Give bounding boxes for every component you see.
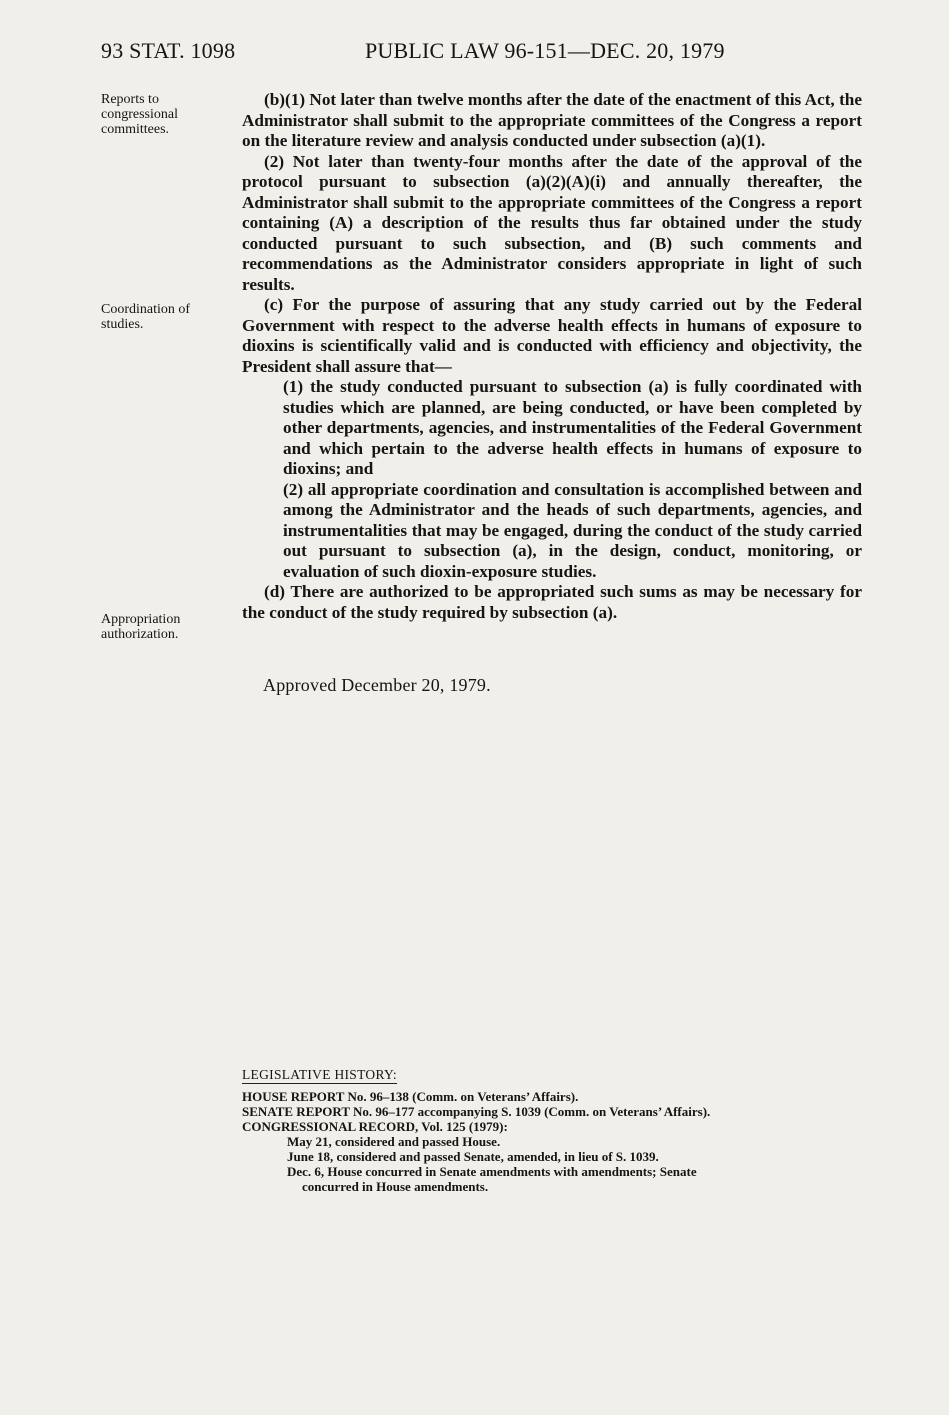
record-entry: Dec. 6, House concurred in Senate amendments with amendments; Senate [287, 1164, 697, 1179]
record-entry: May 21, considered and passed House. [287, 1134, 501, 1149]
statute-body [242, 90, 862, 623]
paragraph-d: (d) There are authorized to be appropriated such sums as may be necessary for the conduct of the study required by subsection (a). [242, 582, 862, 622]
legislative-history-title: LEGISLATIVE HISTORY: [242, 1067, 397, 1082]
record-entry: June 18, considered and passed Senate, amended, in lieu of S. 1039. [287, 1149, 659, 1164]
statute-page-number: 93 STAT. 1098 [101, 38, 236, 63]
approval-date: Approved December 20, 1979. [263, 675, 491, 695]
paragraph-c: (c) For the purpose of assuring that any study carried out by the Federal Government with respect to the adverse health effects in humans of exposure to dioxins is scientifically valid and is conducted with efficiency and objectivity, the President shall assure that— [242, 295, 862, 376]
senate-report: SENATE REPORT No. 96–177 accompanying S. 1039 (Comm. on Veterans’ Affairs). [242, 1104, 711, 1119]
paragraph-c2: (2) all appropriate coordination and consultation is accomplished between and among the Administrator and the heads of such departments, agencies, and instrumentalities that may be engaged, during the conduct of the study carried out pursuant to subsection (a), in the design, conduct, monitoring, or evaluation of such dioxin-exposure studies. [283, 479, 862, 581]
house-report: HOUSE REPORT No. 96–138 (Comm. on Veterans’ Affairs). [242, 1089, 579, 1104]
margin-note-appropriation: Appropriation authorization. [101, 612, 181, 642]
margin-note-reports: Reports to congressional committees. [101, 92, 178, 137]
legislative-history [242, 1067, 872, 1194]
margin-note-coordination: Coordination of studies. [101, 302, 191, 332]
running-head: PUBLIC LAW 96-151—DEC. 20, 1979 [365, 38, 725, 63]
paragraph-c1: (1) the study conducted pursuant to subsection (a) is fully coordinated with studies which are planned, are being conducted, or have been completed by other departments, agencies, and instrumentalities of the Federal Government and which pertain to the adverse health effects in humans of exposure to dioxins; and [283, 377, 862, 478]
record-entry-continuation: concurred in House amendments. [302, 1179, 489, 1194]
paragraph-b1: (b)(1) Not later than twelve months after the date of the enactment of this Act, the Administrator shall submit to the appropriate committees of the Congress a report on the literature review and analysis conducted under subsection (a)(1). [242, 90, 862, 150]
congressional-record: CONGRESSIONAL RECORD, Vol. 125 (1979): [242, 1119, 508, 1134]
paragraph-b2: (2) Not later than twenty-four months after the date of the approval of the protocol pursuant to subsection (a)(2)(A)(i) and annually thereafter, the Administrator shall submit to the appropriate committees of the Congress a report containing (A) a description of the results thus far obtained under the study conducted pursuant to such subsection, and (B) such comments and recommendations as the Administrator considers appropriate in light of such results. [242, 151, 862, 294]
